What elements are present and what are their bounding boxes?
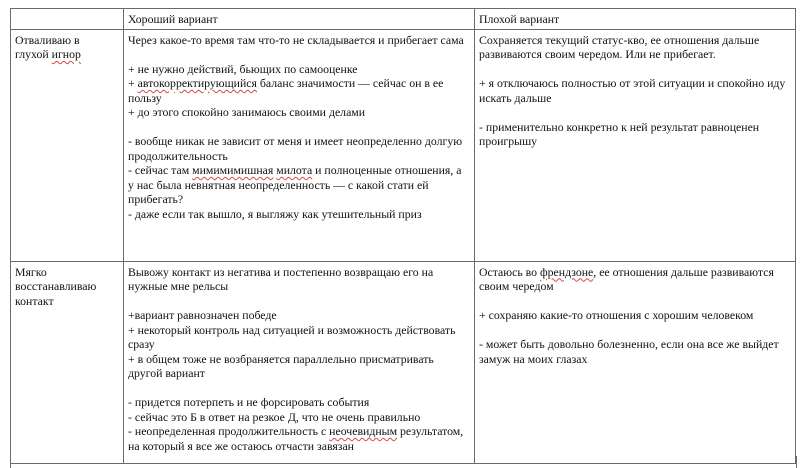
comparison-table [10, 8, 796, 464]
table-continuation [10, 456, 797, 468]
row-label-ignore[interactable] [11, 29, 124, 261]
spellcheck-word: автокорректирующийся [137, 76, 257, 90]
paragraph: - может быть довольно болезненно, если она все же выйдет замуж на моих глазах [479, 337, 782, 366]
paragraph: +вариант равнозначен победе [128, 308, 277, 322]
text-span: - сейчас там [128, 163, 193, 177]
spacer [128, 47, 470, 62]
text-span: , ее отношения дальше развиваются своим чередом [479, 264, 777, 293]
table-row [11, 261, 796, 463]
paragraph: + до этого спокойно занимаюсь своими делами [128, 105, 366, 119]
text-span: результатом, на который я все же остаюсь отчасти завязан [128, 424, 467, 453]
paragraph: + я отключаюсь полностью от этой ситуации и спокойно иду искать дальше [479, 76, 789, 105]
paragraph: + некоторый контроль над ситуацией и возможность действовать сразу [128, 322, 459, 351]
cell-good-contact[interactable] [124, 261, 475, 463]
text-span: баланс значимости — сейчас он в ее пользу [128, 76, 447, 105]
header-cell-good[interactable]: Хороший вариант [124, 9, 475, 30]
paragraph [479, 265, 791, 294]
paragraph: - сейчас это Б в ответ на резкое Д, что не очень правильно [128, 409, 421, 424]
row-label-line [15, 47, 119, 62]
header-cell-empty[interactable] [11, 9, 124, 30]
paragraph: Вывожу контакт из негатива и постепенно возвращаю его на нужные мне рельсы [128, 264, 437, 293]
spacer [479, 323, 791, 338]
cell-bad-contact[interactable] [475, 261, 796, 463]
header-row [11, 9, 796, 30]
table-row [11, 29, 796, 261]
text-span: - неопределенная продолжительность с [128, 424, 330, 438]
spellcheck-word: мимимимишная [192, 163, 274, 177]
paragraph [128, 424, 470, 453]
text-span: глухой [15, 47, 52, 61]
spellcheck-word: френдзоне [540, 264, 594, 279]
spacer [128, 120, 470, 135]
spacer [128, 294, 470, 309]
spacer [479, 62, 791, 77]
cell-good-ignore[interactable] [124, 29, 475, 261]
row-label-contact[interactable]: Мягко восстанавливаю контакт [11, 261, 124, 463]
spellcheck-word: игнор [51, 47, 81, 61]
spacer [128, 381, 470, 396]
cell-bad-ignore[interactable] [475, 29, 796, 261]
paragraph: Через какое-то время там что-то не складывается и прибегает сама [128, 32, 464, 47]
text-span: Остаюсь во [479, 264, 541, 279]
paragraph: - придется потерпеть и не форсировать события [128, 395, 370, 409]
spellcheck-word: неочевидным [329, 424, 398, 438]
spellcheck-word: милота [276, 163, 313, 177]
row-label-line: Отваливаю в [15, 32, 80, 47]
header-cell-bad[interactable]: Плохой вариант [475, 9, 796, 30]
paragraph: - даже если так вышло, я выгляжу как утешительный приз [128, 206, 422, 221]
paragraph: + в общем тоже не возбраняется параллельно присматривать другой вариант [128, 351, 437, 380]
paragraph: Сохраняется текущий статус-кво, ее отношения дальше развиваются своим чередом. Или не прибегает. [479, 32, 763, 61]
paragraph: + сохраняю какие-то отношения с хорошим человеком [479, 308, 754, 322]
spacer [479, 294, 791, 309]
paragraph: + не нужно действий, бьющих по самооценке [128, 61, 358, 76]
text-span: + [128, 76, 138, 90]
paragraph: - вообще никак не зависит от меня и имеет неопределенно долгую продолжительность [128, 134, 466, 163]
paragraph [128, 76, 470, 105]
paragraph: - применительно конкретно к ней результат равноценен проигрышу [479, 119, 763, 148]
spacer [479, 105, 791, 120]
text-span: и полноценные отношения, а у нас была невнятная неопределенность — с какой стати ей прибегать? [128, 163, 465, 206]
paragraph [128, 163, 470, 207]
